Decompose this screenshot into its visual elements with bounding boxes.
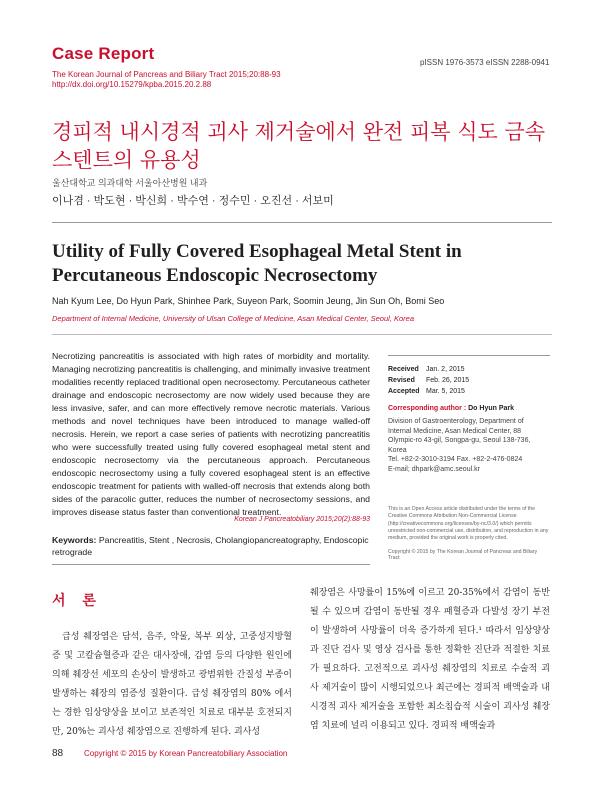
section-title: 서 론 <box>52 593 102 609</box>
journal-citation: The Korean Journal of Pancreas and Biliary Tract 2015;20:88-93 <box>52 70 281 79</box>
authors-english: Nah Kyum Lee, Do Hyun Park, Shinhee Park, Suyeon Park, Soomin Jeung, Jin Sun Oh, Bomi Seo <box>52 296 445 306</box>
article-dates <box>388 355 550 397</box>
keywords-list: Pancreatitis, Stent , Necrosis, Cholangiopancreatography, Endoscopic retrograde <box>52 535 369 557</box>
doi-link[interactable]: http://dx.doi.org/10.15279/kpba.2015.20.2.88 <box>52 80 212 89</box>
phone-fax: Tel. +82-2-3010-3194 Fax. +82-2-476-0824 <box>388 456 523 463</box>
body-column-left <box>52 628 292 742</box>
corresponding-author-heading <box>388 405 514 412</box>
body-column-right <box>310 584 550 736</box>
address-line: Olympic-ro 43-gil, Songpa-gu, Seoul 138-736, <box>388 437 531 444</box>
open-access-notice: This is an Open Access article distributed under the terms of the Creative Commons Attribution Non-Commercial License (http://creativecommons.org/licenses/by-nc/3.0/) which permits unrestricted non-commercial use, distribution, and reproduction in any medium, provided the original work is properly cited. <box>388 506 549 542</box>
date-label: Accepted <box>388 388 420 395</box>
date-value: Mar. 5, 2015 <box>426 388 465 395</box>
title-korean: 경피적 내시경적 괴사 제거술에서 완전 피복 식도 금속 스텐트의 유용성 <box>52 120 546 172</box>
date-value: Feb. 26, 2015 <box>426 377 470 384</box>
divider <box>52 564 370 565</box>
copyright-side: Copyright © 2015 by The Korean Journal of Pancreas and Biliary Tract <box>388 549 538 561</box>
affiliation-korean: 울산대학교 의과대학 서울아산병원 내과 <box>52 178 208 188</box>
address-line: Division of Gastroenterology, Department of <box>388 418 524 425</box>
affiliation-english: Department of Internal Medicine, University of Ulsan College of Medicine, Asan Medical Center, Seoul, Korea <box>52 314 414 323</box>
keywords-label: Keywords: <box>52 535 97 545</box>
corresponding-address <box>388 417 550 474</box>
date-received <box>388 364 550 375</box>
address-line: Korea <box>388 446 407 454</box>
address-line: Internal Medicine, Asan Medical Center, 88 <box>388 427 522 435</box>
footer-copyright: Copyright © 2015 by Korean Pancreatobiliary Association <box>84 749 288 758</box>
abstract-citation: Korean J Pancreatobiliary 2015;20(2):88-93 <box>234 516 370 523</box>
corresponding-name: Do Hyun Park <box>468 405 515 412</box>
date-label: Revised <box>388 377 415 384</box>
abstract-text: Necrotizing pancreatitis is associated with high rates of morbidity and mortality. Managing necrotizing pancreatitis is challenging, and minimally invasive treatment modalities recently replaced traditional open necrosectomy. Percutaneous catheter drainage and endoscopic necrosectomy are now widely used because they are less invasive, safer, and can more effectively remove necrotic materials. Various methods and novel techniques have been introduced to manage walled-off necrosis. Herein, we report a case series of patients with necrotizing pancreatitis who were successfully treated using fully covered esophageal metal stent and endoscopic necrosectomy via the percutaneous approach. Percutaneous endoscopic necrosectomy using a fully covered esophageal stent is an effective endoscopic treatment for patients with walled-off necrosis that extends along both sides of the paracolic gutter, reduces the number of necrosectomy sessions, and improves disease status faster than conventional treatment. <box>52 351 370 517</box>
date-accepted <box>388 386 550 397</box>
keywords <box>52 534 370 558</box>
divider <box>52 222 552 223</box>
authors-korean: 이나겸 · 박도현 · 박신희 · 박수연 · 정수민 · 오진선 · 서보미 <box>52 195 334 207</box>
email-link[interactable]: E-mail; dhpark@amc.seoul.kr <box>388 465 480 473</box>
issn-info: pISSN 1976-3573 eISSN 2288-0941 <box>420 58 550 67</box>
paragraph: 급성 췌장염은 담석, 음주, 약물, 복부 외상, 고중성지방혈증 및 고칼슘혈증과 같은 대사장애, 감염 등의 다양한 원인에 의해 췌장선 세포의 손상이 발생하고 광범위한 간질성 부종이 발생하는 췌장의 염증성 질환이다. 급성 췌장염의 80% 에서는 경한 임상양상을 보이고 보존적인 치료로 대부분 호전되지만, 20%는 괴사성 췌장염으로 진행하게 된다. 괴사성 <box>52 632 292 737</box>
date-value: Jan. 2, 2015 <box>426 366 465 373</box>
date-revised <box>388 375 550 386</box>
paragraph: 췌장염은 사망률이 15%에 이르고 20-35%에서 감염이 동반될 수 있으며 감염이 동반될 경우 패혈증과 다발성 장기 부전이 발생하여 사망률이 더욱 증가하게 된다.¹ 따라서 임상양상과 진단 검사 및 영상 검사를 통한 정확한 진단과 적절한 치료가 필요하다. 고전적으로 괴사성 췌장염의 치료로 수술적 괴사 제거술이 많이 시행되었으나 최근에는 경피적 배액술과 내시경적 괴사 제거술을 포함한 최소침습적 시술이 괴사성 췌장염 치료에 널리 이용되고 있다. 경피적 배액술과 <box>310 588 550 731</box>
divider <box>52 334 552 335</box>
page-number: 88 <box>52 748 64 759</box>
article-type-label: Case Report <box>52 44 155 63</box>
date-label: Received <box>388 366 419 373</box>
corresponding-label: Corresponding author : <box>388 405 467 412</box>
title-english: Utility of Fully Covered Esophageal Metal Stent in Percutaneous Endoscopic Necrosectomy <box>52 241 462 286</box>
